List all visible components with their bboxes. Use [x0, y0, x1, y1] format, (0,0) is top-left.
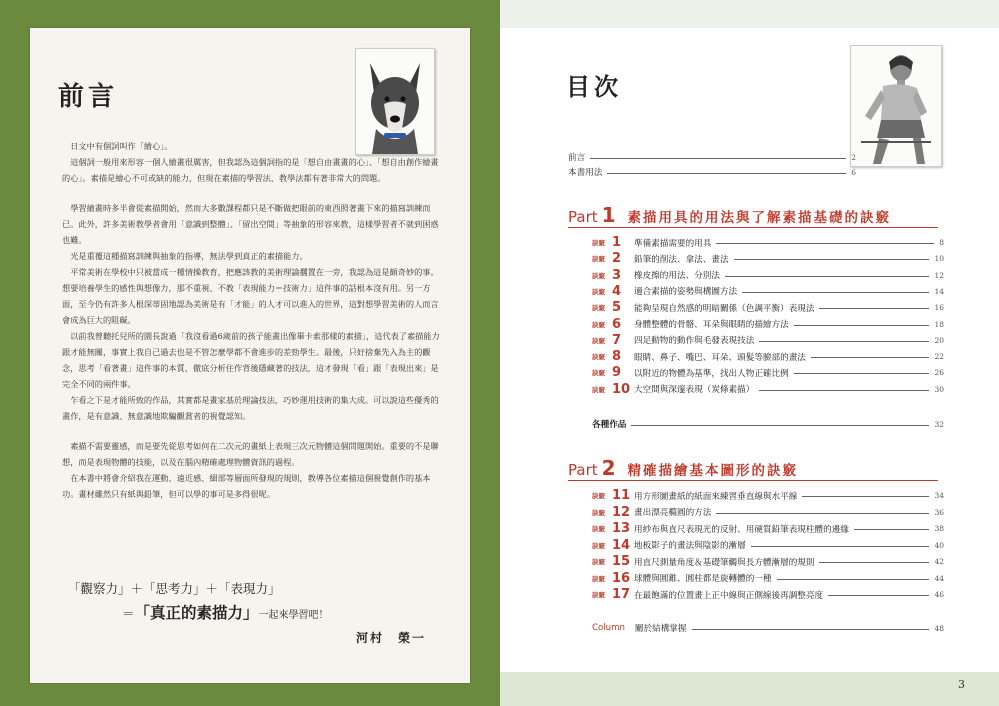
- preface-paragraph: 在本書中將會介紹我在運動、遠近感、細部等層面所發現的規則，教導各位素描這個視覺創作的基本功。畫材雖然只有紙與鉛筆，但可以學的事可是多得很呢。: [62, 473, 431, 499]
- toc-page-number: 40: [934, 540, 944, 550]
- leader-line: [734, 259, 930, 260]
- toc-item-label: 能夠呈現自然感的明暗關係（色調平衡）表現法: [634, 303, 815, 314]
- tip-number: 13: [612, 521, 631, 536]
- leader-line: [819, 308, 929, 309]
- leader-line: [802, 496, 929, 497]
- toc-item[interactable]: [592, 317, 944, 332]
- leader-line: [854, 529, 930, 530]
- slogan-equals: ＝: [122, 606, 135, 621]
- leader-line: [716, 513, 929, 514]
- leader-line: [794, 325, 930, 326]
- part-2-heading: [568, 456, 798, 480]
- tip-tag: 訣竅: [592, 508, 605, 517]
- tip-number: 11: [612, 488, 631, 503]
- toc-page-number: 34: [934, 491, 944, 500]
- toc-item-label: 身體整體的骨骼、耳朵與眼睛的描繪方法: [634, 320, 789, 330]
- toc-item-label: 地板影子的畫法與陰影的漸層: [634, 541, 746, 551]
- part-1-rule: [568, 227, 938, 228]
- tip-tag: 訣竅: [592, 320, 605, 329]
- tip-number: 8: [612, 349, 622, 365]
- tip-number: 12: [612, 504, 631, 520]
- slogan-line-2: [122, 601, 329, 623]
- leader-line: [607, 173, 846, 174]
- leader-line: [759, 341, 929, 342]
- part-word: Part: [568, 461, 598, 479]
- toc-page-number: 44: [934, 573, 944, 583]
- tip-tag: 訣竅: [592, 525, 605, 533]
- toc-page-number: 6: [851, 167, 856, 177]
- toc-item[interactable]: [592, 505, 944, 520]
- toc-item-label: 用方形圖畫紙的紙面來練習垂直線與水平線: [634, 491, 798, 502]
- tip-number: 14: [612, 537, 631, 553]
- part-2-rule: [568, 480, 938, 481]
- tip-tag: 訣竅: [592, 369, 605, 378]
- toc-item[interactable]: [592, 538, 944, 553]
- toc-item-label: 在最飽滿的位置畫上正中線與正側線後再調整亮度: [634, 590, 824, 601]
- toc-item-label: 以附近的物體為基準，找出人物正確比例: [634, 368, 789, 379]
- tip-tag: 訣竅: [592, 271, 605, 280]
- bottom-band: [500, 672, 999, 706]
- tip-number: 9: [612, 365, 622, 381]
- toc-page-number: 32: [934, 419, 944, 429]
- toc-item[interactable]: [592, 587, 944, 602]
- tip-number: 5: [612, 300, 622, 316]
- tip-tag: 訣竅: [592, 239, 605, 247]
- slogan-main: 「真正的素描力」: [134, 603, 259, 622]
- toc-item[interactable]: [592, 235, 944, 250]
- preface-paragraph: 素描不需要靈感，而是要先從思考如何在二次元的畫紙上表現三次元物體這個問題開始。重要的不是聯想，而是表現物體的技能，以及在腦內精確處理物體資訊的過程。: [62, 441, 439, 467]
- tip-tag: 訣竅: [592, 591, 605, 599]
- preface-paper: [30, 28, 470, 683]
- toc-page-number: 20: [934, 335, 944, 345]
- toc-item-label: 前言: [568, 153, 586, 163]
- toc-page-number: 38: [934, 524, 944, 533]
- toc-item[interactable]: [592, 333, 944, 348]
- page-number: 3: [958, 678, 965, 691]
- leader-line: [742, 292, 929, 293]
- slogan-line-1: 「觀察力」＋「思考力」＋「表現力」: [68, 581, 281, 596]
- top-band: [500, 0, 999, 28]
- part-1-heading: [568, 203, 891, 227]
- toc-item[interactable]: [592, 365, 944, 380]
- toc-front-item[interactable]: [568, 151, 856, 163]
- leader-line: [819, 562, 929, 563]
- tip-number: 10: [612, 381, 631, 397]
- toc-item-label: 準備素描需要的用具: [634, 238, 712, 249]
- tip-tag: 訣竅: [592, 304, 605, 313]
- leader-line: [692, 629, 930, 630]
- toc-page-number: 26: [934, 368, 944, 378]
- toc-item-label: 關於結構掌握: [634, 624, 687, 634]
- toc-column-item[interactable]: [592, 622, 944, 634]
- toc-item-label: 球體與圓錐、圓柱都是旋轉體的一種: [634, 574, 772, 584]
- toc-item[interactable]: [592, 300, 944, 315]
- leader-line: [631, 425, 929, 426]
- toc-page-number: 18: [934, 319, 944, 329]
- tip-tag: 訣竅: [592, 574, 605, 583]
- tip-tag: 訣竅: [592, 558, 605, 566]
- leader-line: [777, 579, 930, 580]
- toc-page-number: 14: [934, 286, 944, 296]
- preface-paragraph: 光是重覆這種描寫訓練與抽象的指導，無法學到真正的素描能力。: [70, 251, 308, 261]
- leader-line: [725, 276, 930, 277]
- preface-paragraph: 平常美術在學校中只被當成一種情操教育，把應該教的美術理論擱置在一旁，我認為這是頗奇妙的事。想要培養學生的感性與想像力，那不重視、不教「表現能力＝技術力」這件事的話根本沒有用。另一方面，至今仍有許多人根深蒂固地認為美術是有「才能」的人才可以進入的世界，這對想學習美術的人而言會成為巨大的阻礙。: [62, 267, 439, 325]
- part-number: 1: [601, 203, 616, 227]
- leader-line: [794, 373, 930, 374]
- toc-item[interactable]: [592, 268, 944, 283]
- toc-item[interactable]: [592, 521, 944, 536]
- toc-front-item[interactable]: [568, 166, 856, 178]
- tip-tag: 訣竅: [592, 336, 605, 345]
- toc-item-label: 大空間與深邃表現（炭條素描）: [634, 385, 755, 396]
- tip-number: 7: [612, 332, 622, 348]
- toc-page-number: 46: [934, 590, 944, 599]
- toc-item-label: 四足動物的動作與毛發表現技法: [634, 336, 755, 347]
- toc-page-number: 22: [934, 352, 944, 362]
- girl-sketch-image: [850, 45, 942, 167]
- preface-paragraph: 以前我曾聽托兒所的園長說過「我沒看過6歲前的孩子能畫出像畢卡索那樣的素描」，這代表了素描能力跟才能無關，事實上我自己過去也是不管怎麼學都不會進步的差勁學生。最後，只好捨棄先入為主的觀念，思考「看著畫」這件事的本質，徹底分析住作背後隱藏著的技法，這才發現「看」跟「表現出來」是完全不同的兩件事。: [62, 331, 440, 389]
- toc-item-label: 眼睛、鼻子、嘴巴、耳朵、頭髮等臉部的畫法: [634, 352, 806, 363]
- part-number: 2: [601, 456, 616, 480]
- tip-tag: 訣竅: [592, 541, 605, 550]
- toc-item-label: 各種作品: [592, 420, 627, 430]
- tip-number: 17: [612, 587, 631, 602]
- leader-line: [811, 357, 930, 358]
- toc-page-number: 8: [939, 238, 944, 247]
- toc-title: 目次: [566, 72, 622, 101]
- preface-paragraph: 這個詞一般用來形容一個人繪畫很厲害，但我認為這個詞指的是「想自由畫畫的心」、「想自由創作繪畫的心」。素描是繪心不可或缺的能力，但現在素描的學習法、教學法都有著非常大的問題。: [62, 157, 439, 183]
- toc-item[interactable]: [592, 382, 944, 397]
- toc-item-label: 橡皮擦的用法、分別法: [634, 271, 720, 282]
- toc-item[interactable]: [592, 251, 944, 266]
- slogan-tail: 一起來學習吧！: [258, 610, 329, 621]
- preface-body: [62, 138, 442, 502]
- part-title: 素描用具的用法與了解素描基礎的訣竅: [627, 210, 892, 226]
- preface-paragraph: 日文中有個詞叫作「繪心」。: [70, 141, 173, 151]
- tip-tag: 訣竅: [592, 255, 605, 264]
- tip-number: 6: [612, 316, 622, 332]
- toc-page: [500, 0, 999, 706]
- leader-line: [828, 595, 929, 596]
- toc-page-number: 2: [851, 152, 856, 162]
- toc-page-number: 48: [934, 623, 944, 633]
- toc-page-number: 36: [934, 507, 944, 517]
- tip-tag: 訣竅: [592, 287, 605, 296]
- toc-item-label: 用紗布與直尺表現光的反射、用硬質鉛筆表現柱體的邊緣: [634, 524, 849, 535]
- toc-item-label: 本書用法: [568, 168, 603, 178]
- tip-number: 1: [612, 235, 622, 250]
- tip-number: 2: [612, 251, 622, 267]
- leader-line: [751, 546, 930, 547]
- leader-line: [759, 390, 929, 391]
- toc-item[interactable]: [592, 488, 944, 503]
- leader-line: [716, 243, 934, 244]
- tip-tag: 訣竅: [592, 385, 605, 394]
- author-name: 河村 榮一: [356, 631, 427, 645]
- column-tag: Column: [592, 623, 625, 633]
- toc-page-number: 30: [934, 384, 944, 394]
- part-word: Part: [568, 208, 598, 226]
- toc-page-number: 12: [934, 270, 944, 280]
- toc-item[interactable]: [592, 571, 944, 586]
- part-title: 精確描繪基本圖形的訣竅: [627, 463, 799, 479]
- leader-line: [590, 158, 846, 159]
- toc-item-label: 鉛筆的削法、拿法、畫法: [634, 254, 729, 265]
- tip-tag: 訣竅: [592, 353, 605, 362]
- toc-item[interactable]: [592, 554, 944, 569]
- toc-gallery-item[interactable]: [592, 418, 944, 430]
- toc-item[interactable]: [592, 349, 944, 364]
- preface-paragraph: 學習繪畫時多半會從素描開始，然而大多數課程都只是不斷做把眼前的東西照著畫下來的描寫訓練而已。此外，許多美術教學者會用「意識到整體」、「留出空間」等抽象的形容來教，這樣學習者不就到困惑也難。: [62, 203, 439, 245]
- toc-page-number: 10: [934, 254, 944, 264]
- toc-item[interactable]: [592, 284, 944, 299]
- toc-page-number: 42: [934, 557, 944, 566]
- tip-number: 3: [612, 267, 622, 283]
- tip-tag: 訣竅: [592, 492, 605, 500]
- tip-number: 4: [612, 283, 622, 299]
- toc-item-label: 用直尺測量角度＆基礎筆觸與長方體漸層的規則: [634, 557, 815, 568]
- toc-item-label: 畫出漂亮橢圓的方法: [634, 508, 712, 518]
- toc-item-label: 適合素描的姿勢與構圖方法: [634, 287, 738, 298]
- preface-paragraph: 乍看之下是才能所致的作品，其實都是畫家基於理論技法，巧妙運用技術的集大成。可以說這些優秀的畫作，是有意識、無意識地欺騙觀賞者的視覺認知。: [62, 395, 439, 421]
- tip-number: 15: [612, 554, 631, 569]
- preface-title: 前言: [58, 82, 119, 112]
- tip-number: 16: [612, 570, 631, 586]
- toc-page-number: 16: [934, 303, 944, 313]
